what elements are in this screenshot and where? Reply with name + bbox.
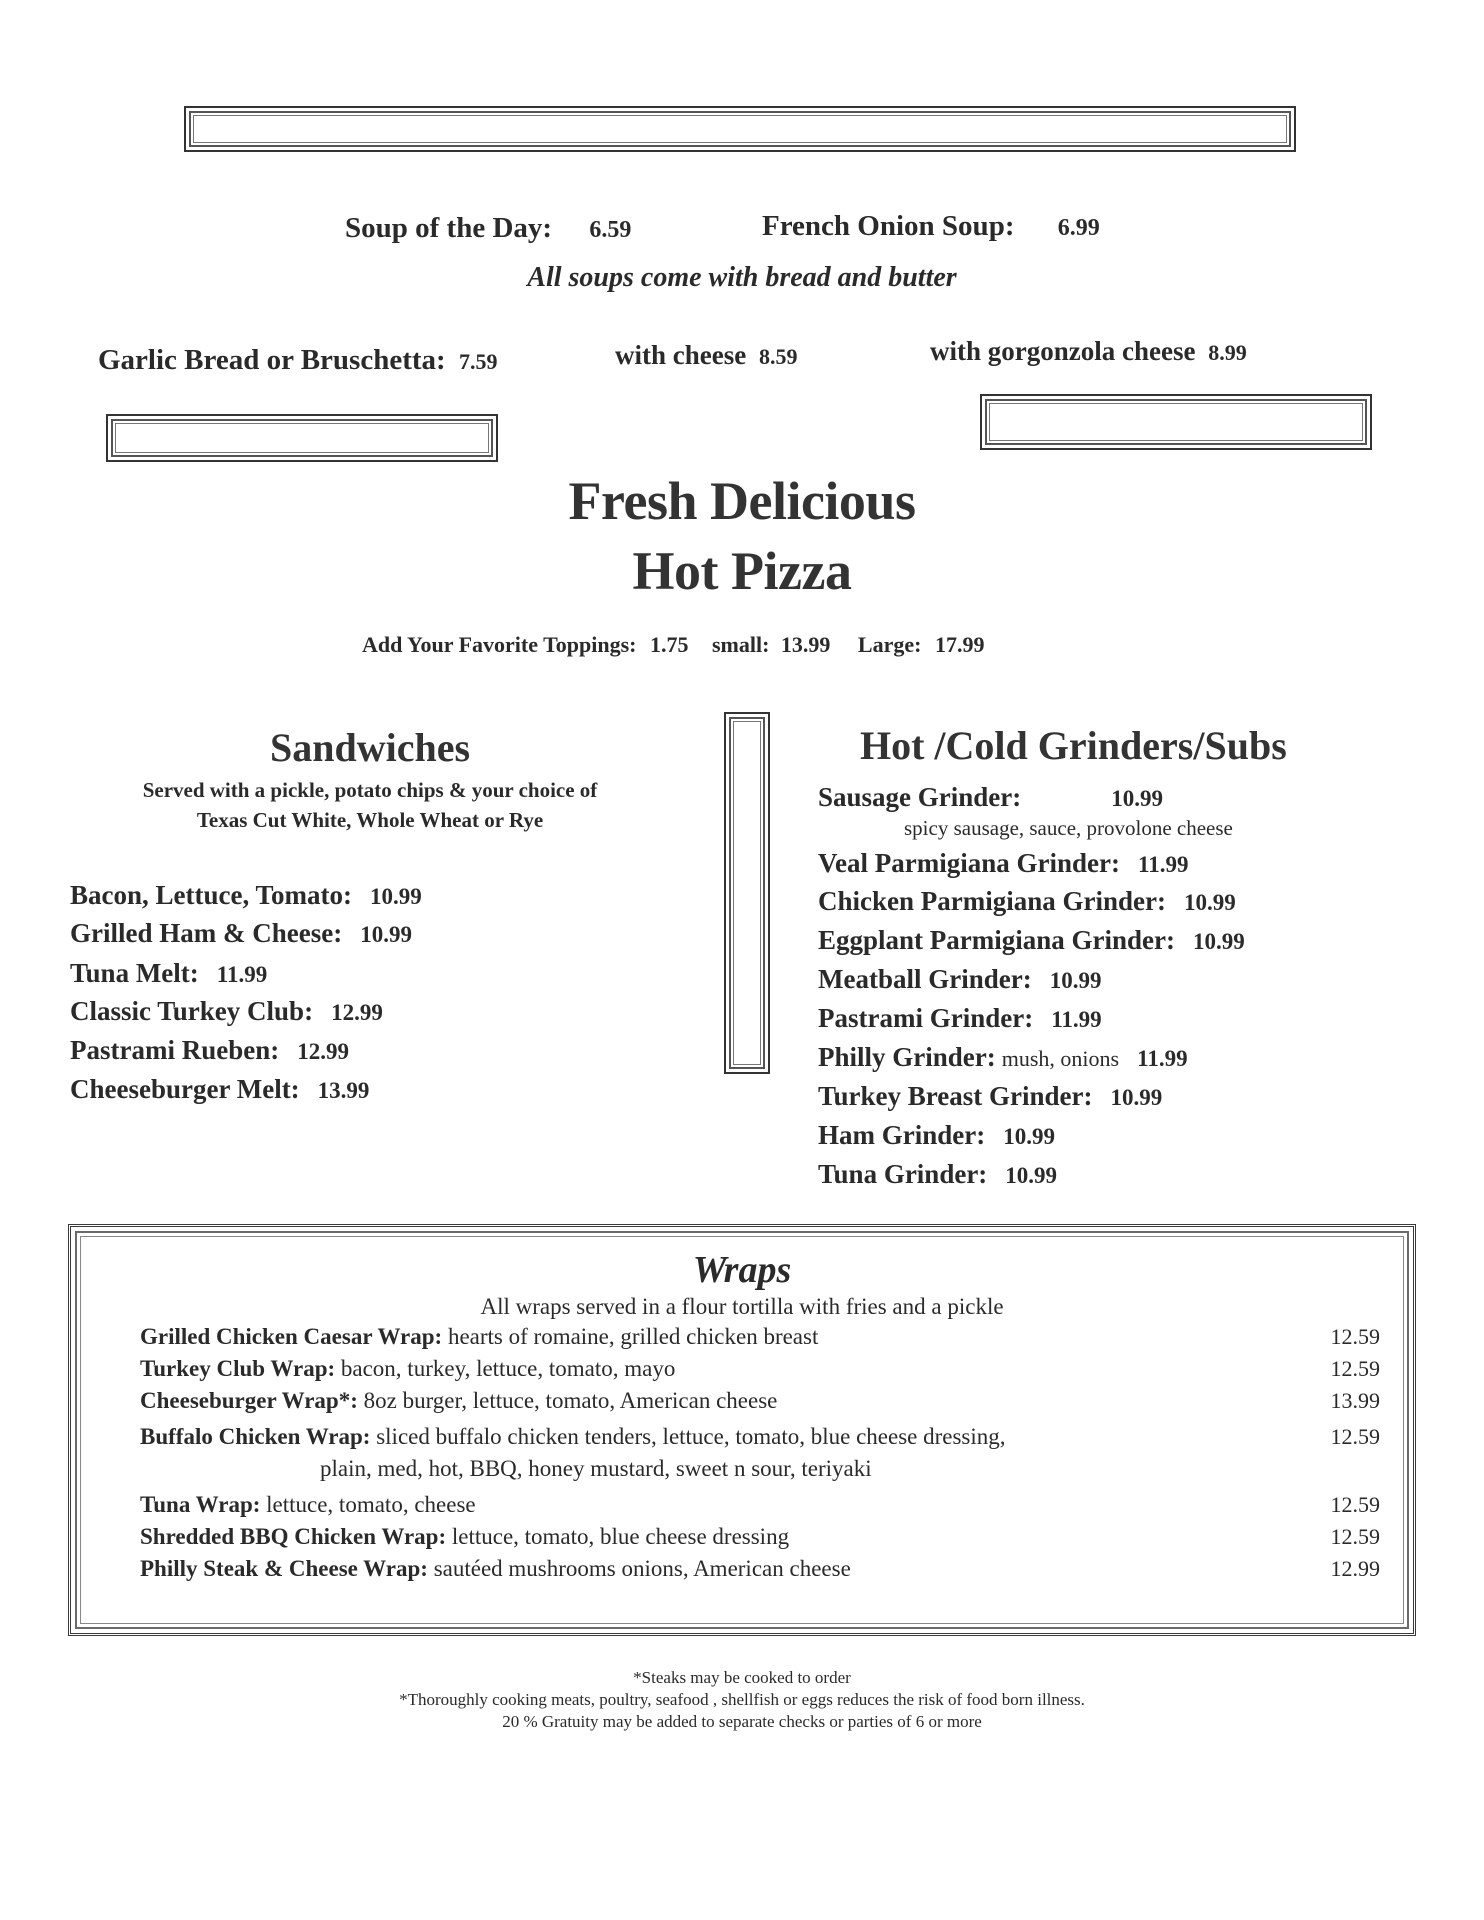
with-gorgonzola-line <box>930 336 1247 367</box>
grinders-title: Hot /Cold Grinders/Subs <box>860 723 1287 768</box>
wrap-item: Tuna Wrap: lettuce, tomato, cheese 12.59 <box>140 1492 1380 1517</box>
grinder-item: Ham Grinder: 10.99 <box>818 1120 1055 1150</box>
wrap-item: Cheeseburger Wrap*: 8oz burger, lettuce, tomato, American cheese 13.99 <box>140 1388 1380 1413</box>
sandwiches-title: Sandwiches <box>269 725 471 770</box>
sandwich-item: Cheeseburger Melt: 13.99 <box>70 1074 370 1104</box>
top-border-bar <box>184 106 1296 152</box>
left-divider-bar <box>106 414 498 462</box>
grinder-item: Philly Grinder: mush, onions 11.99 <box>818 1042 1188 1072</box>
sandwich-item: Bacon, Lettuce, Tomato: 10.99 <box>70 880 422 910</box>
toppings-price: 1.75 <box>649 632 689 657</box>
french-onion-label: French Onion Soup: <box>762 210 1015 242</box>
garlic-bread-line <box>98 344 497 377</box>
footer-steaks-note: *Steaks may be cooked to order <box>633 1668 851 1687</box>
with-cheese-line <box>615 340 797 371</box>
grinder-item: Meatball Grinder: 10.99 <box>818 964 1102 994</box>
pizza-title-line2: Hot Pizza <box>632 541 852 601</box>
with-cheese-price: 8.59 <box>758 344 798 369</box>
wrap-item: Buffalo Chicken Wrap: sliced buffalo chicken tenders, lettuce, tomato, blue cheese dressing, 12.59 <box>140 1424 1380 1449</box>
garlic-bread-label: Garlic Bread or Bruschetta: <box>98 344 446 376</box>
with-gorgonzola-price: 8.99 <box>1208 340 1247 365</box>
sandwich-item: Grilled Ham & Cheese: 10.99 <box>70 918 412 948</box>
wrap-item: Turkey Club Wrap: bacon, turkey, lettuce, tomato, mayo 12.59 <box>140 1356 1380 1381</box>
pizza-pricing-line <box>362 632 984 658</box>
soup-of-day-price: 6.59 <box>589 217 632 243</box>
right-divider-bar <box>980 394 1372 450</box>
wrap-item-description-continued: plain, med, hot, BBQ, honey mustard, sweet n sour, teriyaki <box>320 1456 872 1481</box>
sandwiches-note-2: Texas Cut White, Whole Wheat or Rye <box>196 808 544 832</box>
small-label: small: <box>711 632 770 657</box>
grinder-item: Turkey Breast Grinder: 10.99 <box>818 1081 1163 1111</box>
soup-line <box>345 212 631 245</box>
large-label: Large: <box>857 632 922 657</box>
wrap-item: Grilled Chicken Caesar Wrap: hearts of romaine, grilled chicken breast 12.59 <box>140 1324 1380 1349</box>
with-gorgonzola-label: with gorgonzola cheese <box>930 336 1196 366</box>
sandwich-item: Classic Turkey Club: 12.99 <box>70 996 383 1026</box>
large-price: 17.99 <box>934 632 985 657</box>
sandwich-item: Pastrami Rueben: 12.99 <box>70 1035 349 1065</box>
grinder-description: spicy sausage, sauce, provolone cheese <box>904 816 1233 840</box>
small-price: 13.99 <box>780 632 831 657</box>
footer-food-safety-note: *Thoroughly cooking meats, poultry, seafood , shellfish or eggs reduces the risk of food born illness. <box>399 1690 1085 1709</box>
pizza-title-line1: Fresh Delicious <box>568 471 916 531</box>
soup-note: All soups come with bread and butter <box>527 262 957 293</box>
grinder-item: Veal Parmigiana Grinder: 11.99 <box>818 848 1189 878</box>
wrap-item: Shredded BBQ Chicken Wrap: lettuce, tomato, blue cheese dressing 12.59 <box>140 1524 1380 1549</box>
with-cheese-label: with cheese <box>615 340 747 370</box>
soup-of-day-label: Soup of the Day: <box>345 212 553 244</box>
french-onion-line <box>762 210 1100 243</box>
toppings-label: Add Your Favorite Toppings: <box>362 632 637 657</box>
grinder-item: Sausage Grinder: 10.99 <box>818 782 1164 812</box>
sandwiches-note-1: Served with a pickle, potato chips & your choice of <box>142 778 598 802</box>
wrap-item: Philly Steak & Cheese Wrap: sautéed mushrooms onions, American cheese 12.99 <box>140 1556 1380 1581</box>
column-divider-bar <box>724 712 770 1074</box>
grinder-item: Chicken Parmigiana Grinder: 10.99 <box>818 886 1236 916</box>
french-onion-price: 6.99 <box>1057 215 1100 241</box>
wraps-title: Wraps <box>692 1249 792 1291</box>
sandwich-item: Tuna Melt: 11.99 <box>70 958 268 988</box>
footer-gratuity-note: 20 % Gratuity may be added to separate checks or parties of 6 or more <box>502 1712 982 1731</box>
garlic-bread-price: 7.59 <box>458 349 498 374</box>
grinder-item: Pastrami Grinder: 11.99 <box>818 1003 1102 1033</box>
wraps-note: All wraps served in a flour tortilla with fries and a pickle <box>480 1294 1004 1319</box>
grinder-item: Tuna Grinder: 10.99 <box>818 1159 1058 1189</box>
grinder-item: Eggplant Parmigiana Grinder: 10.99 <box>818 925 1245 955</box>
